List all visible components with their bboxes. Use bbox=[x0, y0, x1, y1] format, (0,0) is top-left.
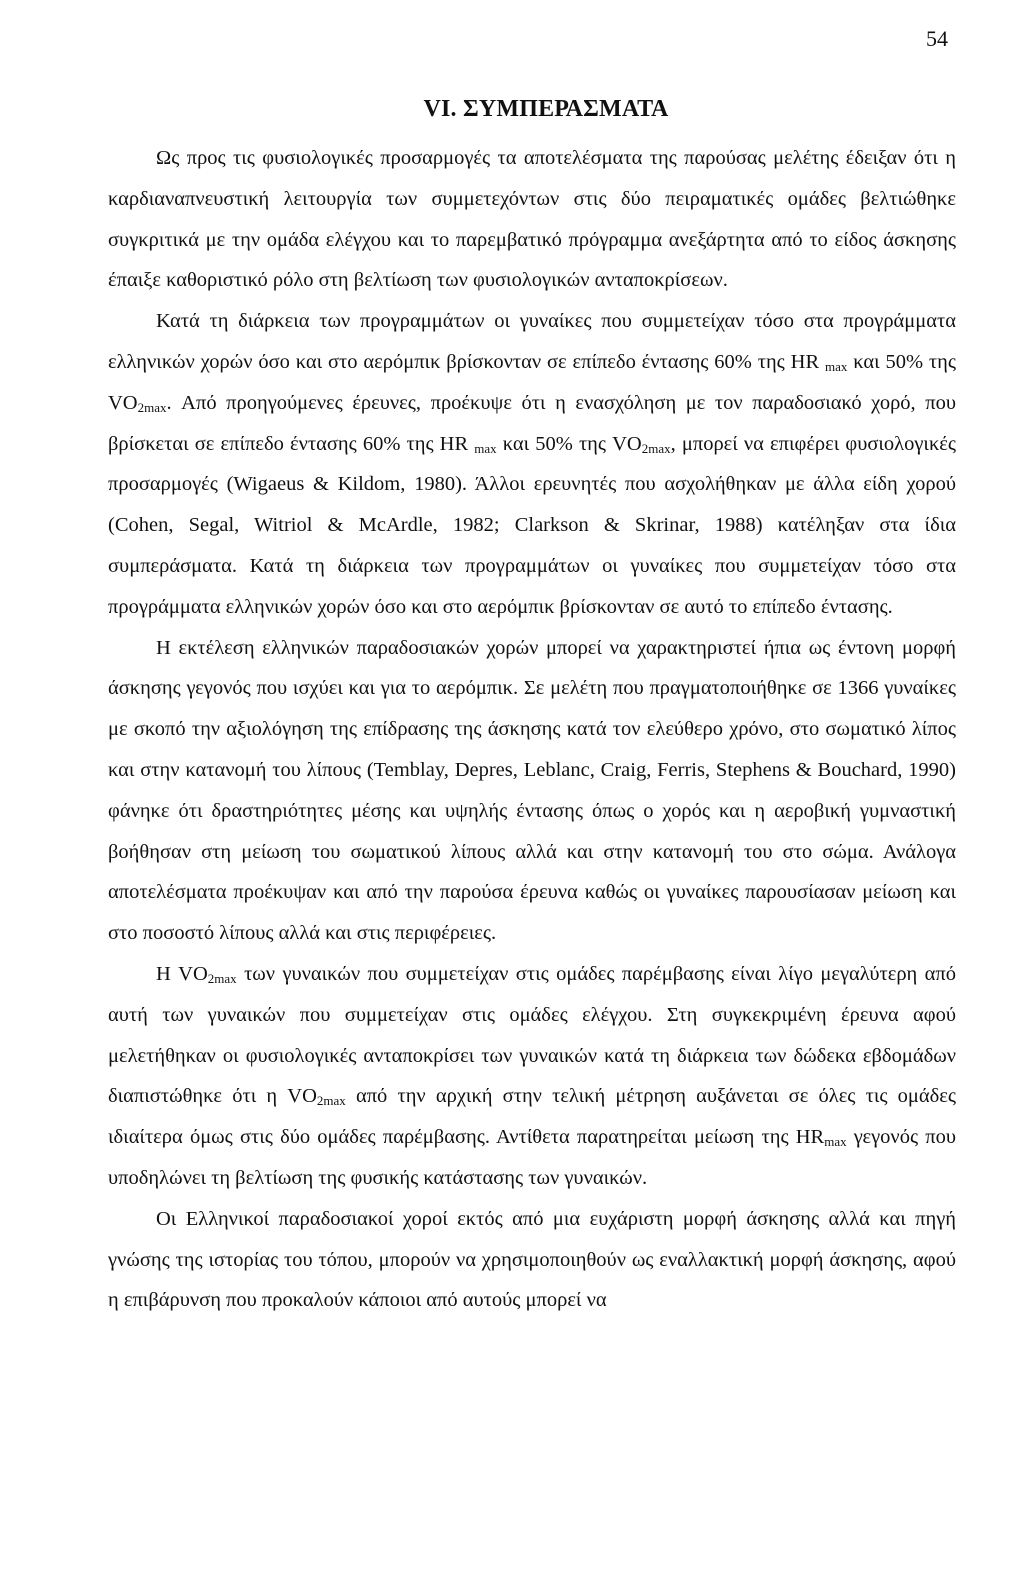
paragraph-text: από την αρχική στην τελική μέτρηση αυξάνεται σε όλες τις ομάδες ιδιαίτερα όμως στις δύο ομάδες παρέμβασης. Αντίθετα παρατηρείται μείωση της HR bbox=[108, 1085, 956, 1149]
paragraph-text: . Από προηγούμενες έρευνες, προέκυψε ότι η ενασχόληση με τον παραδοσιακό χορό, που βρίσκεται σε επίπεδο έντασης 60% της HR bbox=[108, 391, 956, 455]
paragraph-intensity-levels bbox=[108, 301, 956, 627]
paragraph-physiological-adaptations bbox=[108, 138, 956, 301]
paragraph-text: και 50% της VO bbox=[108, 350, 956, 414]
paragraph-text: Η εκτέλεση ελληνικών παραδοσιακών χορών μπορεί να χαρακτηριστεί ήπια ως έντονη μορφή άσκησης γεγονός που ισχύει και για το αερόμπικ. Σε μελέτη που πραγματοποιήθηκε σε 1366 γυναίκες με σκοπό την αξιολόγηση της επίδρασης της άσκησης κατά τον ελεύθερο χρόνο, στο σωματικό λίπος και στην κατανομή του λίπους (Temblay, Depres, Leblanc, Craig, Ferris, Stephens & Bouchard, 1990) φάνηκε ότι δραστηριότητες μέσης και υψηλής έντασης όπως ο χορός και η αεροβική γυμναστική βοήθησαν στη μείωση του σωματικού λίπους αλλά και στην κατανομή του στο σώμα. Ανάλογα αποτελέσματα προέκυψαν και από την παρούσα έρευνα καθώς οι γυναίκες παρουσίασαν μείωση και στο ποσοστό λίπους αλλά και στις περιφέρειες. bbox=[108, 636, 956, 945]
subscript: 2max bbox=[137, 399, 167, 415]
page-number: 54 bbox=[926, 26, 948, 51]
paragraph-text: Ως προς τις φυσιολογικές προσαρμογές τα αποτελέσματα της παρούσας μελέτης έδειξαν ότι η καρδιαναπνευστική λειτουργία των συμμετεχόντων στις δύο πειραματικές ομάδες βελτιώθηκε συγκριτικά με την ομάδα ελέγχου και το παρεμβατικό πρόγραμμα ανεξάρτητα από το είδος άσκησης έπαιξε καθοριστικό ρόλο στη βελτίωση των φυσιολογικών ανταποκρίσεων. bbox=[108, 147, 956, 292]
paragraph-text: γεγονός που υποδηλώνει τη βελτίωση της φυσικής κατάστασης των γυναικών. bbox=[108, 1126, 956, 1189]
subscript: 2max bbox=[641, 440, 671, 456]
paragraph-text: Κατά τη διάρκεια των προγραμμάτων οι γυναίκες που συμμετείχαν τόσο στα προγράμματα ελληνικών χορών όσο και στο αερόμπικ βρίσκονταν σε επίπεδο έντασης 60% της HR bbox=[108, 310, 956, 373]
subscript: 2max bbox=[316, 1093, 346, 1109]
subscript: max bbox=[824, 358, 848, 374]
paragraph-greek-dances bbox=[108, 1199, 956, 1321]
section-heading: VI. ΣΥΜΠΕΡΑΣΜΑΤΑ bbox=[423, 96, 669, 122]
paragraph-text: Οι Ελληνικοί παραδοσιακοί χοροί εκτός από μια ευχάριστη μορφή άσκησης αλλά και πηγή γνώσης της ιστορίας του τόπου, μπορούν να χρησιμοποιηθούν ως εναλλακτική μορφή άσκησης, αφού η επιβάρυνση που προκαλούν κάποιοι από αυτούς μπορεί να bbox=[108, 1207, 956, 1312]
paragraph-text: Η VO bbox=[156, 962, 208, 985]
conclusions-body bbox=[108, 138, 956, 1321]
document-page bbox=[108, 94, 956, 1564]
paragraph-text: , μπορεί να επιφέρει φυσιολογικές προσαρμογές (Wigaeus & Kildom, 1980). Άλλοι ερευνητές που ασχολήθηκαν με άλλα είδη χορού (Cohen, Segal, Witriol & McArdle, 1982; Clarkson & Skrinar, 1988) κατέληξαν στα ίδια συμπεράσματα. Κατά τη διάρκεια των προγραμμάτων οι γυναίκες που συμμετείχαν τόσο στα προγράμματα ελληνικών χορών όσο και στο αερόμπικ βρίσκονταν σε αυτό το επίπεδο έντασης. bbox=[108, 432, 956, 618]
paragraph-vo2max bbox=[108, 954, 956, 1199]
paragraph-text: και 50% της VO bbox=[496, 432, 642, 455]
subscript: max bbox=[824, 1134, 847, 1150]
paragraph-text: των γυναικών που συμμετείχαν στις ομάδες παρέμβασης είναι λίγο μεγαλύτερη από αυτή των γυναικών που συμμετείχαν στις ομάδες ελέγχου. Στη συγκεκριμένη έρευνα αφού μελετήθηκαν οι φυσιολογικές ανταποκρίσει των γυναικών κατά τη διάρκεια των δώδεκα εβδομάδων διαπιστώθηκε ότι η VO bbox=[108, 962, 956, 1108]
subscript: max bbox=[474, 440, 497, 456]
subscript: 2max bbox=[207, 970, 237, 986]
paragraph-body-fat bbox=[108, 628, 956, 954]
